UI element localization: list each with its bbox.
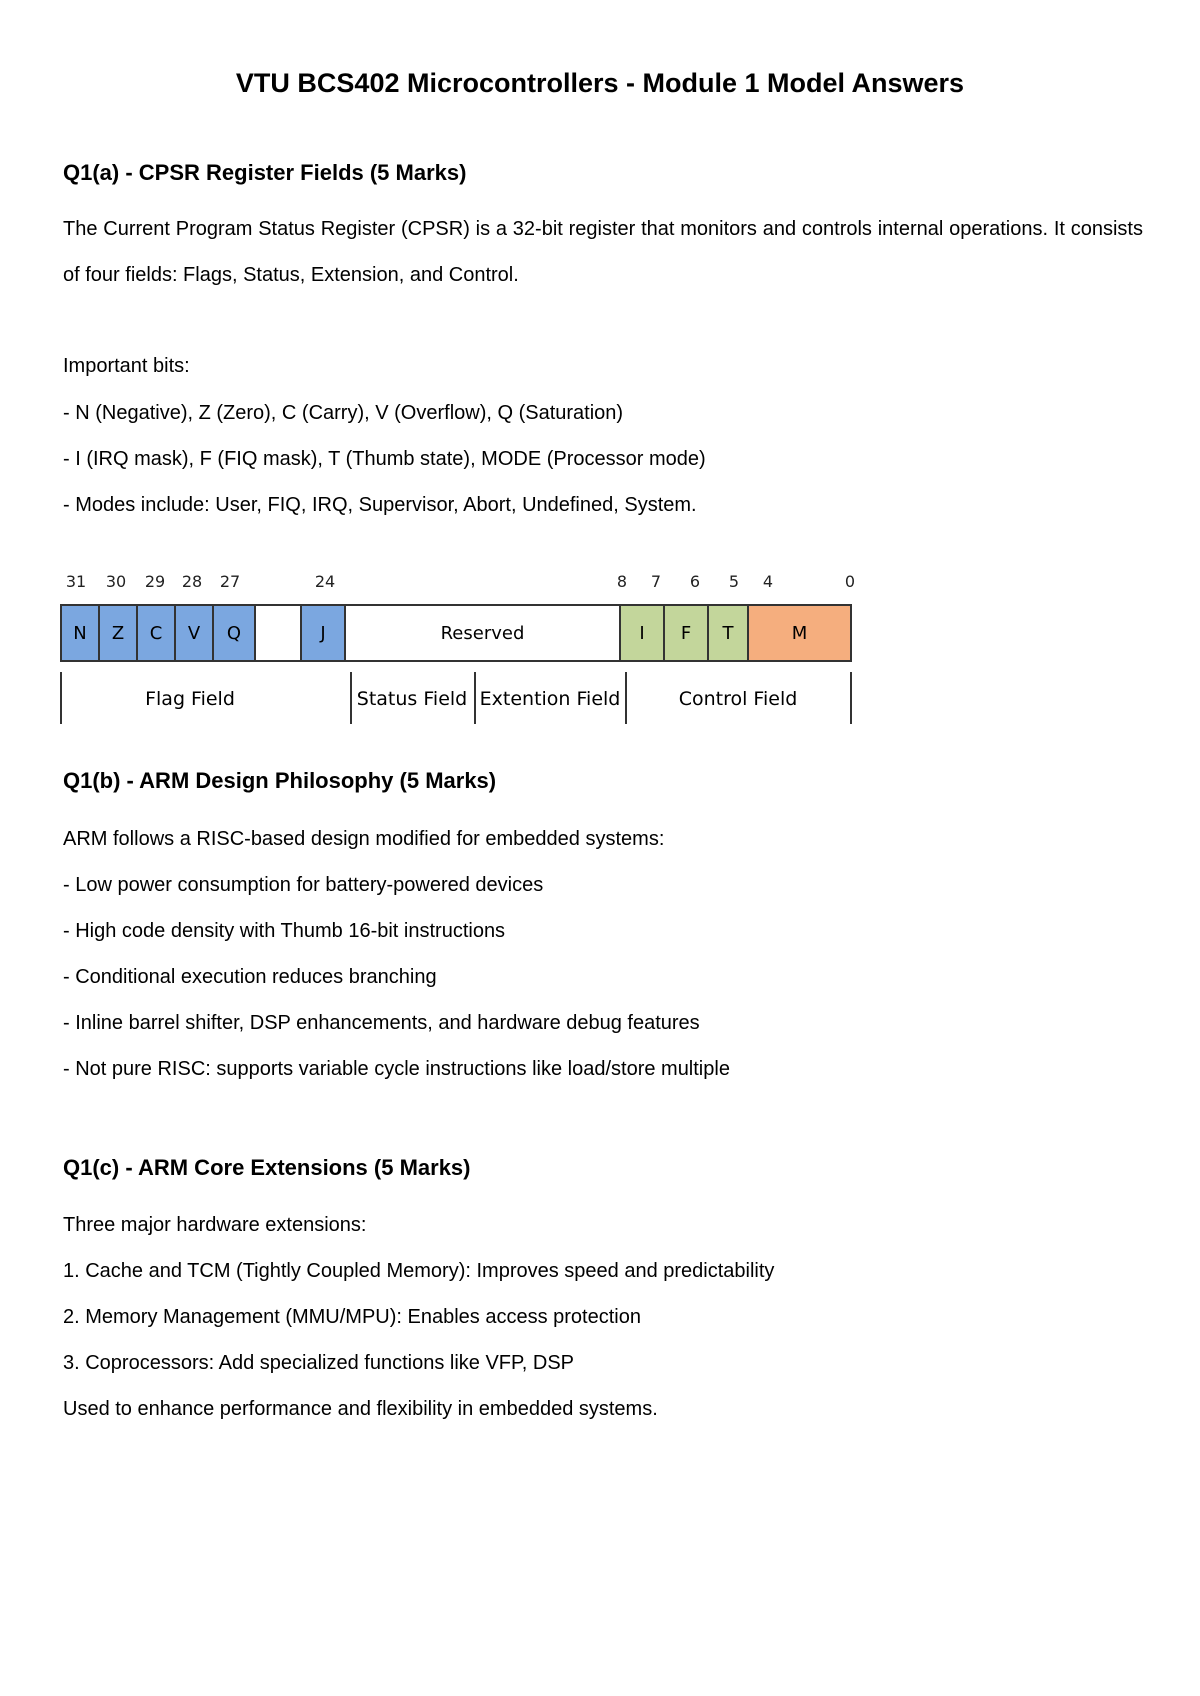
cpsr-bits-unused [256, 604, 302, 662]
cpsr-bit-z: Z [100, 604, 138, 662]
control-field-label: Control Field [678, 688, 798, 710]
q1c-item-3: 3. Coprocessors: Add specialized functions like VFP, DSP [63, 1352, 574, 1374]
bit-number-31: 31 [65, 572, 87, 591]
q1c-item-1: 1. Cache and TCM (Tightly Coupled Memory): Improves speed and predictability [63, 1260, 775, 1282]
q1a-bits-label: Important bits: [63, 355, 190, 377]
q1a-bullet-2: - I (IRQ mask), F (FIQ mask), T (Thumb state), MODE (Processor mode) [63, 448, 706, 470]
bit-number-4: 4 [762, 572, 774, 591]
field-divider [60, 672, 62, 724]
field-divider [350, 672, 352, 724]
q1c-item-2: 2. Memory Management (MMU/MPU): Enables access protection [63, 1306, 641, 1328]
cpsr-bit-v: V [176, 604, 214, 662]
q1a-bullet-3: - Modes include: User, FIQ, IRQ, Supervisor, Abort, Undefined, System. [63, 494, 697, 516]
cpsr-mode-bits: M [749, 604, 852, 662]
bit-number-27: 27 [219, 572, 241, 591]
q1a-intro: The Current Program Status Register (CPSR) is a 32-bit register that monitors and controls internal operations. It consists of four fields: Flags, Status, Extension, and Control. [63, 218, 1143, 286]
q1a-bullet-1: - N (Negative), Z (Zero), C (Carry), V (Overflow), Q (Saturation) [63, 402, 624, 424]
cpsr-bit-n: N [60, 604, 100, 662]
bit-number-28: 28 [181, 572, 203, 591]
flag-field-label: Flag Field [145, 688, 235, 710]
q1c-intro: Three major hardware extensions: [63, 1214, 367, 1236]
q1b-bullet-2: - High code density with Thumb 16-bit instructions [63, 920, 506, 942]
q1b-bullet-1: - Low power consumption for battery-powered devices [63, 874, 544, 896]
cpsr-bit-t: T [709, 604, 749, 662]
field-divider [625, 672, 627, 724]
page-title: VTU BCS402 Microcontrollers - Module 1 Model Answers [235, 68, 965, 98]
q1c-heading: Q1(c) - ARM Core Extensions (5 Marks) [63, 1155, 471, 1180]
q1b-bullet-3: - Conditional execution reduces branching [63, 966, 437, 988]
cpsr-bit-j: J [302, 604, 346, 662]
bit-number-7: 7 [650, 572, 662, 591]
bit-number-6: 6 [689, 572, 701, 591]
cpsr-bit-q: Q [214, 604, 256, 662]
cpsr-bit-f: F [665, 604, 709, 662]
cpsr-reserved: Reserved [346, 604, 621, 662]
bit-number-29: 29 [144, 572, 166, 591]
field-divider [474, 672, 476, 724]
cpsr-bit-i: I [621, 604, 665, 662]
bit-number-0: 0 [844, 572, 856, 591]
cpsr-bit-c: C [138, 604, 176, 662]
bit-number-8: 8 [616, 572, 628, 591]
q1b-intro: ARM follows a RISC-based design modified for embedded systems: [63, 828, 665, 850]
bit-number-5: 5 [728, 572, 740, 591]
q1b-heading: Q1(b) - ARM Design Philosophy (5 Marks) [63, 768, 497, 793]
q1a-heading: Q1(a) - CPSR Register Fields (5 Marks) [63, 160, 467, 185]
bit-number-24: 24 [314, 572, 336, 591]
field-divider [850, 672, 852, 724]
bit-number-30: 30 [105, 572, 127, 591]
cpsr-diagram [60, 570, 860, 730]
q1c-outro: Used to enhance performance and flexibility in embedded systems. [63, 1398, 658, 1420]
q1b-bullet-4: - Inline barrel shifter, DSP enhancements, and hardware debug features [63, 1012, 700, 1034]
extension-field-label: Extention Field [479, 688, 621, 710]
status-field-label: Status Field [356, 688, 468, 710]
q1b-bullet-5: - Not pure RISC: supports variable cycle instructions like load/store multiple [63, 1058, 730, 1080]
